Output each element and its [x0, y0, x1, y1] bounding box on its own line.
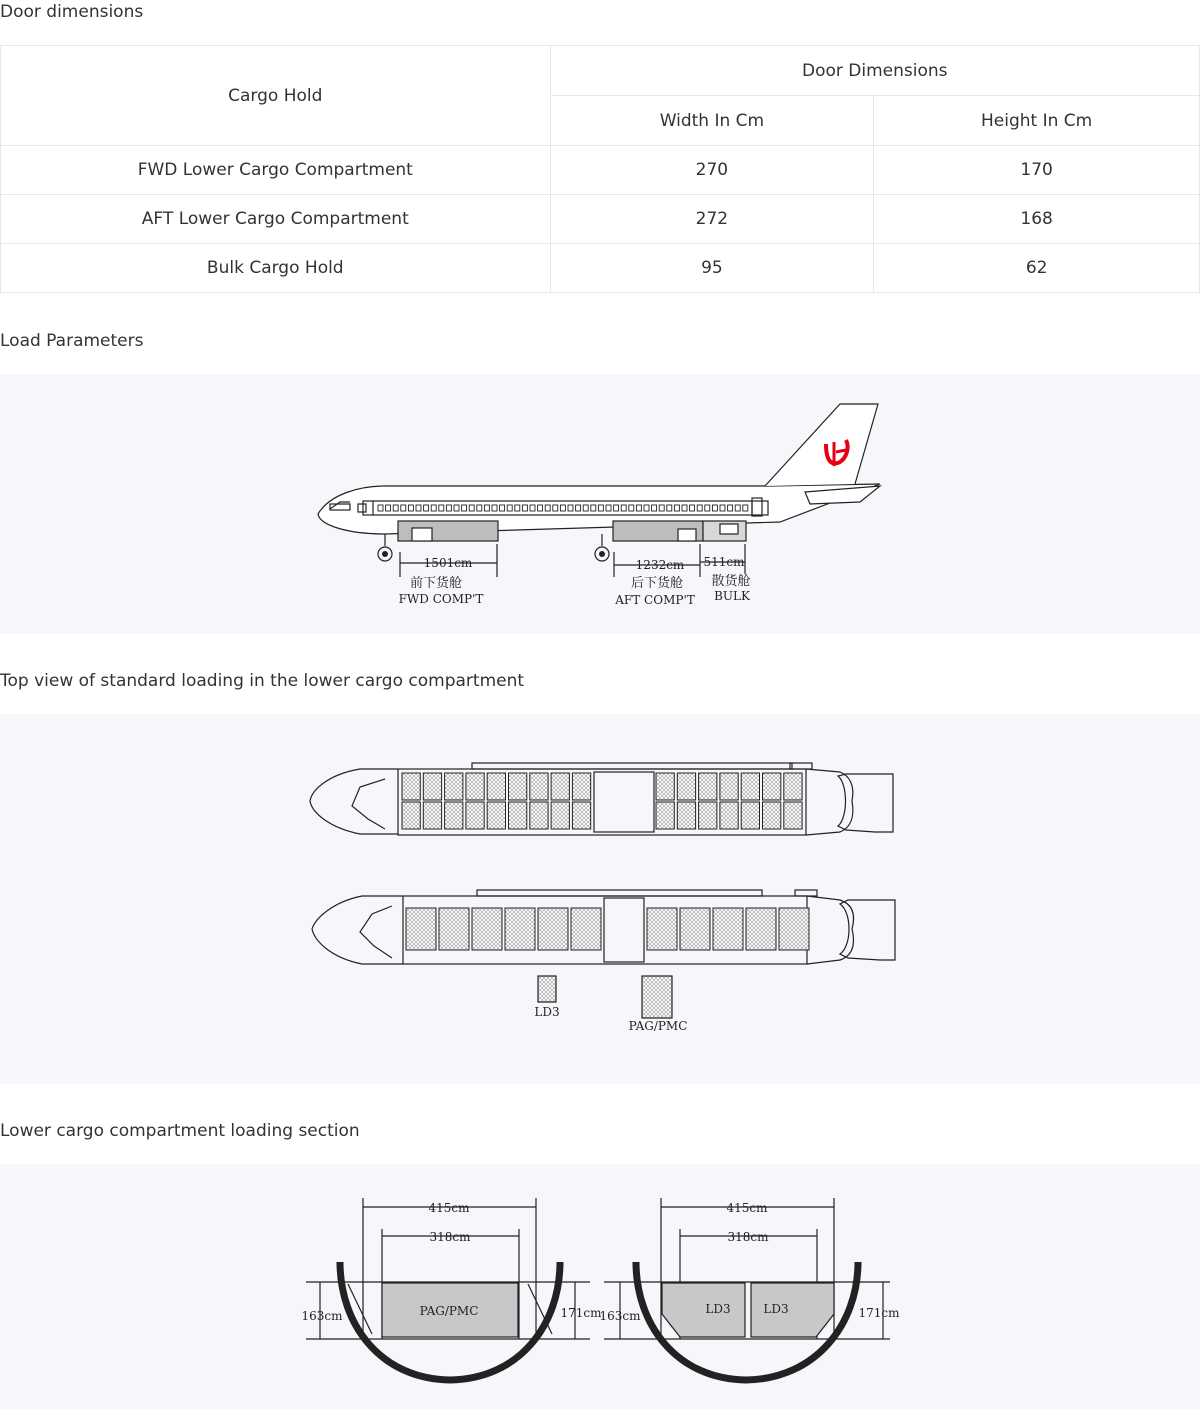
ld3-container: [551, 773, 569, 800]
bulk-en-label: BULK: [714, 589, 750, 603]
pag-pallet-row: [406, 908, 809, 950]
section-title-top-view: Top view of standard loading in the lower cargo compartment: [0, 671, 525, 691]
cell-hold: Bulk Cargo Hold: [1, 244, 551, 293]
pag-pallet: [406, 908, 436, 950]
pag-legend-label: PAG/PMC: [628, 1019, 688, 1033]
pag-pallet: [680, 908, 710, 950]
header-cargo-hold: Cargo Hold: [1, 46, 551, 146]
right-container-2-label: LD3: [763, 1302, 789, 1316]
ld3-container: [466, 773, 484, 800]
ld3-container: [720, 773, 738, 800]
aircraft-side-view-diagram: [0, 374, 1200, 634]
ld3-container: [699, 802, 717, 829]
cross-section-right: [604, 1198, 890, 1380]
ld3-container: [677, 773, 695, 800]
left-outer-width-label: 415cm: [428, 1201, 470, 1215]
bulk-cn-label: 散货舱: [711, 574, 751, 589]
ld3-container: [784, 773, 802, 800]
ld3-container: [784, 802, 802, 829]
right-inner-width-label: 318cm: [727, 1230, 769, 1244]
left-right-height-label: 171cm: [560, 1306, 602, 1320]
right-right-height-label: 171cm: [858, 1306, 900, 1320]
ld3-container: [763, 773, 781, 800]
ld3-container: [487, 802, 505, 829]
section-title-door-dimensions: Door dimensions: [0, 2, 144, 22]
ld3-container: [763, 802, 781, 829]
fwd-cn-label: 前下货舱: [409, 576, 463, 591]
ld3-container: [741, 773, 759, 800]
cell-width: 95: [550, 244, 874, 293]
ld3-container: [572, 802, 590, 829]
ld3-container: [423, 802, 441, 829]
left-left-height-label: 163cm: [301, 1309, 343, 1323]
ld3-container: [402, 802, 420, 829]
ld3-container: [677, 802, 695, 829]
aft-cn-label: 后下货舱: [630, 576, 684, 591]
ld3-container-grid: [402, 773, 802, 829]
header-width: Width In Cm: [550, 96, 874, 146]
right-outer-width-label: 415cm: [726, 1201, 768, 1215]
pag-pallet: [472, 908, 502, 950]
cell-hold: AFT Lower Cargo Compartment: [1, 195, 551, 244]
bulk-length-label: 511cm: [703, 555, 745, 569]
ld3-container: [445, 773, 463, 800]
ld3-container: [530, 773, 548, 800]
table-row: [1, 244, 1200, 293]
cell-height: 170: [874, 146, 1200, 195]
aft-length-label: 1232cm: [635, 558, 685, 572]
aft-en-label: AFT COMP'T: [615, 593, 695, 607]
right-container-1-label: LD3: [705, 1302, 731, 1316]
top-view-panel: [0, 714, 1200, 1084]
top-view-diagram: [0, 714, 1200, 1084]
ld3-container: [656, 773, 674, 800]
cross-section-diagram: [0, 1164, 1200, 1409]
side-view-panel: [0, 374, 1200, 634]
top-view-ld3-layout: [310, 763, 893, 835]
pag-pallet: [505, 908, 535, 950]
ld3-container: [656, 802, 674, 829]
cell-height: 168: [874, 195, 1200, 244]
pag-pallet: [439, 908, 469, 950]
table-row: [1, 146, 1200, 195]
ld3-container: [741, 802, 759, 829]
pag-pallet: [779, 908, 809, 950]
pag-legend-icon: [642, 976, 672, 1018]
pag-pallet: [746, 908, 776, 950]
ld3-legend-icon: [538, 976, 556, 1002]
pag-pallet: [647, 908, 677, 950]
door-dimensions-table: [0, 45, 1200, 293]
ld3-container: [509, 802, 527, 829]
pag-pallet: [571, 908, 601, 950]
header-door-dimensions: Door Dimensions: [550, 46, 1199, 96]
ld3-container: [572, 773, 590, 800]
ld3-container: [699, 773, 717, 800]
ld3-container: [530, 802, 548, 829]
left-pallet-label: PAG/PMC: [419, 1304, 479, 1318]
ld3-container: [551, 802, 569, 829]
ld3-container: [402, 773, 420, 800]
cell-width: 270: [550, 146, 874, 195]
ld3-container: [466, 802, 484, 829]
ld3-container: [487, 773, 505, 800]
table-row: [1, 195, 1200, 244]
left-inner-width-label: 318cm: [429, 1230, 471, 1244]
right-left-height-label: 163cm: [599, 1309, 641, 1323]
pag-pallet: [713, 908, 743, 950]
ld3-legend-label: LD3: [534, 1005, 560, 1019]
cell-height: 62: [874, 244, 1200, 293]
section-title-load-parameters: Load Parameters: [0, 331, 144, 351]
cell-hold: FWD Lower Cargo Compartment: [1, 146, 551, 195]
cell-width: 272: [550, 195, 874, 244]
ld3-container: [720, 802, 738, 829]
ld3-container: [445, 802, 463, 829]
cross-section-panel: [0, 1164, 1200, 1409]
section-title-loading-section: Lower cargo compartment loading section: [0, 1121, 360, 1141]
ld3-container-section: [662, 1283, 745, 1337]
ld3-container: [509, 773, 527, 800]
pag-pallet: [538, 908, 568, 950]
fwd-length-label: 1501cm: [423, 556, 473, 570]
ld3-container: [423, 773, 441, 800]
fwd-en-label: FWD COMP'T: [398, 592, 484, 606]
header-height: Height In Cm: [874, 96, 1200, 146]
